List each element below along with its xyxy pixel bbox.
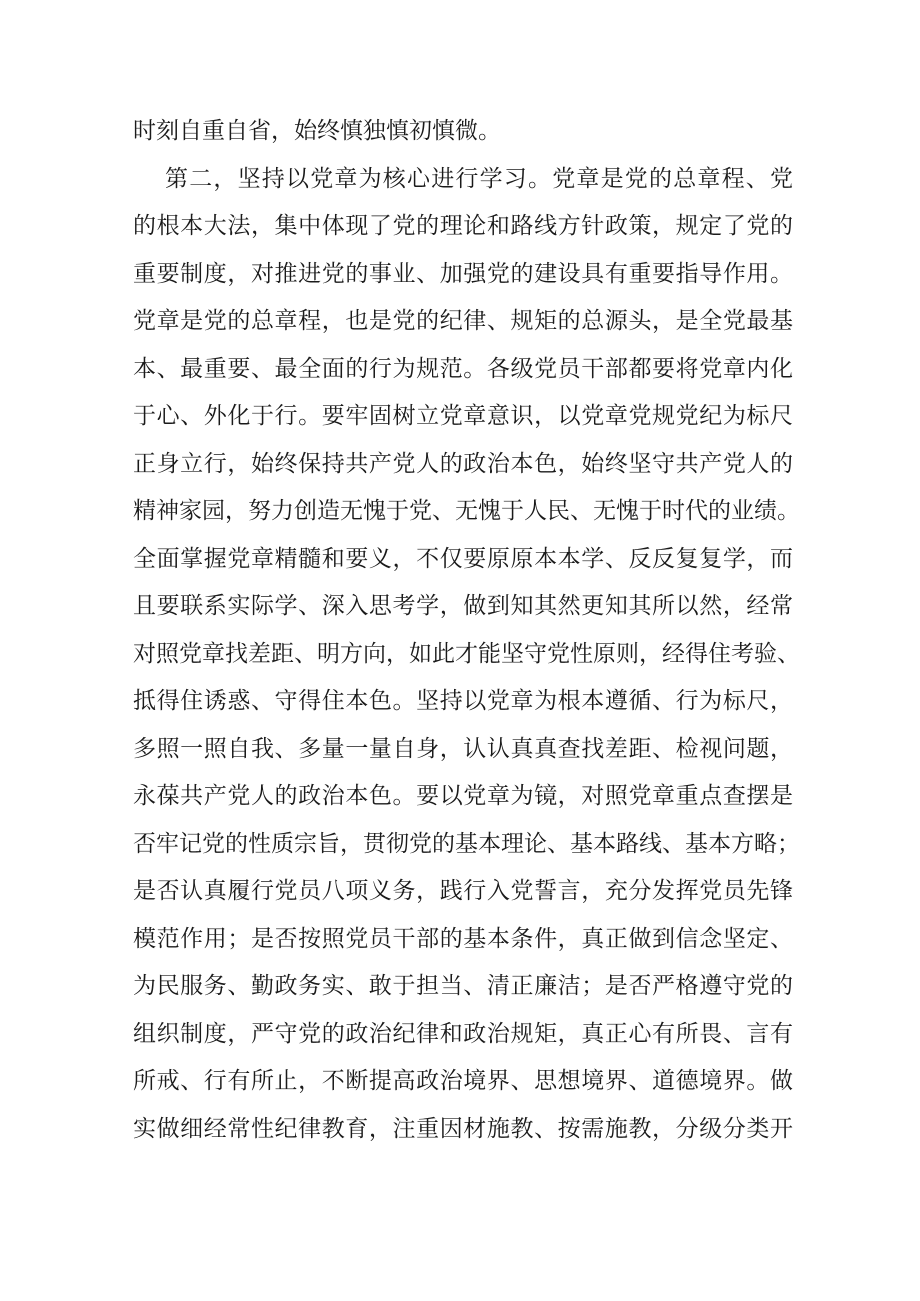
text-line: 多照一照自我、多量一量自身，认认真真查找差距、检视问题，: [133, 735, 793, 762]
text-line: 本、最重要、最全面的行为规范。各级党员干部都要将党章内化: [133, 355, 793, 382]
text-line: 党章是党的总章程，也是党的纪律、规矩的总源头，是全党最基: [133, 308, 793, 334]
text-line: 永葆共产党人的政治本色。要以党章为镜，对照党章重点查摆是: [133, 783, 793, 809]
text-line: 为民服务、勤政务实、敢于担当、清正廉洁；是否严格遵守党的: [133, 973, 793, 999]
text-line: 模范作用；是否按照党员干部的基本条件，真正做到信念坚定、: [133, 925, 793, 952]
text-line: 否牢记党的性质宗旨，贯彻党的基本理论、基本路线、基本方略；: [133, 830, 800, 857]
text-line: 于心、外化于行。要牢固树立党章意识，以党章党规党纪为标尺: [133, 403, 793, 429]
text-line: 实做细经常性纪律教育，注重因材施教、按需施教，分级分类开: [133, 1115, 793, 1142]
text-line: 抵得住诱惑、守得住本色。坚持以党章为根本遵循、行为标尺，: [133, 688, 793, 714]
text-line: 组织制度，严守党的政治纪律和政治规矩，真正心有所畏、言有: [133, 1020, 793, 1047]
text-line: 且要联系实际学、深入思考学，做到知其然更知其所以然，经常: [133, 593, 793, 619]
text-line-paragraph-end: 时刻自重自省，始终慎独慎初慎微。: [133, 118, 501, 144]
text-line: 的根本大法，集中体现了党的理论和路线方针政策，规定了党的: [133, 213, 793, 239]
text-line: 重要制度，对推进党的事业、加强党的建设具有重要指导作用。: [133, 260, 793, 287]
text-line: 是否认真履行党员八项义务，践行入党誓言，充分发挥党员先锋: [133, 878, 793, 904]
text-line: 对照党章找差距、明方向，如此才能坚守党性原则，经得住考验、: [133, 640, 800, 667]
text-line: 全面掌握党章精髓和要义，不仅要原原本本学、反反复复学，而: [133, 545, 793, 572]
text-line: 正身立行，始终保持共产党人的政治本色，始终坚守共产党人的: [133, 450, 793, 477]
text-line: 精神家园，努力创造无愧于党、无愧于人民、无愧于时代的业绩。: [133, 498, 800, 524]
body-text: [133, 108, 800, 1153]
text-line: 所戒、行有所止，不断提高政治境界、思想境界、道德境界。做: [133, 1068, 793, 1094]
text-line-paragraph-start: 第二，坚持以党章为核心进行学习。党章是党的总章程、党: [165, 165, 793, 192]
